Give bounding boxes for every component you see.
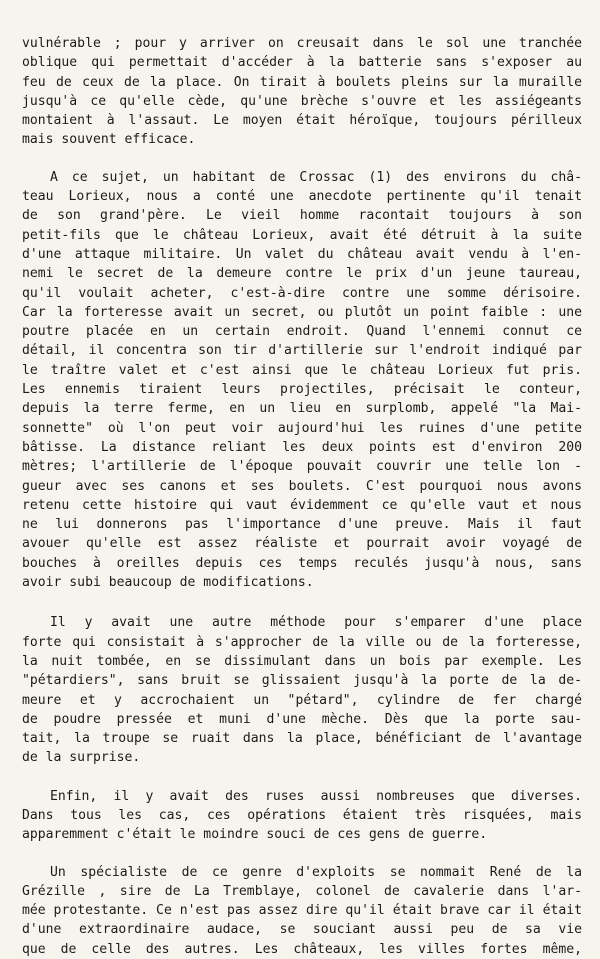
paragraph-4 (22, 787, 582, 845)
text-line: retenu cette histoire qui vaut évidemment ce qu'elle vaut et nous (22, 497, 582, 513)
text-line: avouer qu'elle est assez réaliste et pourrait avoir voyagé de (22, 536, 582, 552)
text-line: A ce sujet, un habitant de Crossac (1) des environs du châ- (50, 169, 582, 185)
text-line: qu'il voulait acheter, c'est-à-dire contre une somme dérisoire. (22, 285, 582, 301)
text-line: de poudre pressée et muni d'une mèche. Dès que la porte sau- (22, 711, 582, 727)
text-line: le traître valet et c'est ainsi que le château Lorieux fut pris. (22, 362, 582, 378)
text-line: feu de ceux de la place. On tirait à boulets pleins sur la muraille (22, 74, 582, 90)
text-line: apparemment c'était le moindre souci de ces gens de guerre. (22, 827, 488, 843)
text-line: montaient à l'assaut. Le moyen était héroïque, toujours périlleux (22, 113, 582, 129)
text-line: "pétardiers", sans bruit se glissaient jusqu'à la porte de la de- (22, 673, 582, 689)
text-line: petit-fils que le château Lorieux, avait été détruit à la suite (22, 227, 582, 243)
text-line: Un spécialiste de ce genre d'exploits se nommait René de la (50, 864, 582, 880)
text-line: ne lui donnerons pas l'importance d'une preuve. Mais il faut (22, 517, 582, 533)
text-line: que de celle des autres. Les châteaux, les villes fortes même, (22, 941, 582, 957)
text-line: poutre placée en un certain endroit. Quand l'ennemi connut ce (22, 324, 582, 340)
text-line: la nuit tombée, en se dissimulant dans un bois par exemple. Les (22, 653, 582, 669)
text-line: mètres; l'artillerie de l'époque pouvait couvrir une telle lon - (22, 459, 582, 475)
text-line: de la surprise. (22, 750, 141, 766)
text-line: teau Lorieux, nous a conté une anecdote pertinente qu'il tenait (22, 189, 582, 205)
text-line: bâtisse. La distance reliant les deux points est d'environ 200 (22, 439, 582, 455)
text-line: Les ennemis tiraient leurs projectiles, précisait le conteur, (22, 382, 582, 398)
text-line: mais souvent efficace. (22, 132, 196, 148)
text-line: meure et y accrochaient un "pétard", cylindre de fer chargé (22, 692, 582, 708)
paragraph-1 (22, 34, 582, 150)
text-line: d'une attaque militaire. Un valet du château avait vendu à l'en- (22, 246, 582, 262)
text-line: depuis la terre ferme, en un lieu en surplomb, appelé "la Mai- (22, 401, 582, 417)
text-line: Grézille , sire de La Tremblaye, colonel de cavalerie dans l'ar- (22, 883, 582, 899)
text-line: Car la forteresse avait un secret, ou plutôt un point faible : une (22, 304, 582, 320)
text-line: Il y avait une autre méthode pour s'emparer d'une place (50, 615, 582, 631)
text-line: tait, la troupe se ruait dans la place, bénéficiant de l'avantage (22, 731, 582, 747)
text-line: gueur avec ses canons et ses boulets. C'est pourquoi nous avons (22, 478, 582, 494)
paragraph-2 (22, 168, 582, 593)
text-line: oblique qui permettait d'accéder à la batterie sans s'exposer au (22, 55, 582, 71)
text-line: détail, il concentra son tir d'artillerie sur l'endroit indiqué par (22, 343, 582, 359)
text-line: nemi le secret de la demeure contre le prix d'un jeune taureau, (22, 266, 582, 282)
text-line: d'une extraordinaire audace, se souciant aussi peu de sa vie (22, 922, 582, 938)
text-line: de son grand'père. Le vieil homme racontait toujours à son (22, 208, 582, 224)
text-line: vulnérable ; pour y arriver on creusait dans le sol une tranchée (22, 36, 582, 51)
text-line: mée protestante. Ce n'est pas assez dire qu'il était brave car il était (22, 903, 582, 919)
paragraph-5 (22, 863, 582, 959)
text-line: forte qui consistait à s'approcher de la ville ou de la forteresse, (22, 634, 582, 650)
text-line: bouches à oreilles depuis ces temps reculés jusqu'à nous, sans (22, 555, 582, 571)
text-line: Dans tous les cas, ces opérations étaient très risquées, mais (22, 807, 582, 823)
text-line: jusqu'à ce qu'elle cède, qu'une brèche s'ouvre et les assiégeants (22, 93, 582, 109)
text-line: avoir subi beaucoup de modifications. (22, 575, 314, 591)
text-line: Enfin, il y avait des ruses aussi nombreuses que diverses. (50, 788, 582, 804)
paragraph-3 (22, 613, 582, 767)
text-line: sonnette" où l'on peut voir aujourd'hui les ruines d'une petite (22, 420, 582, 436)
